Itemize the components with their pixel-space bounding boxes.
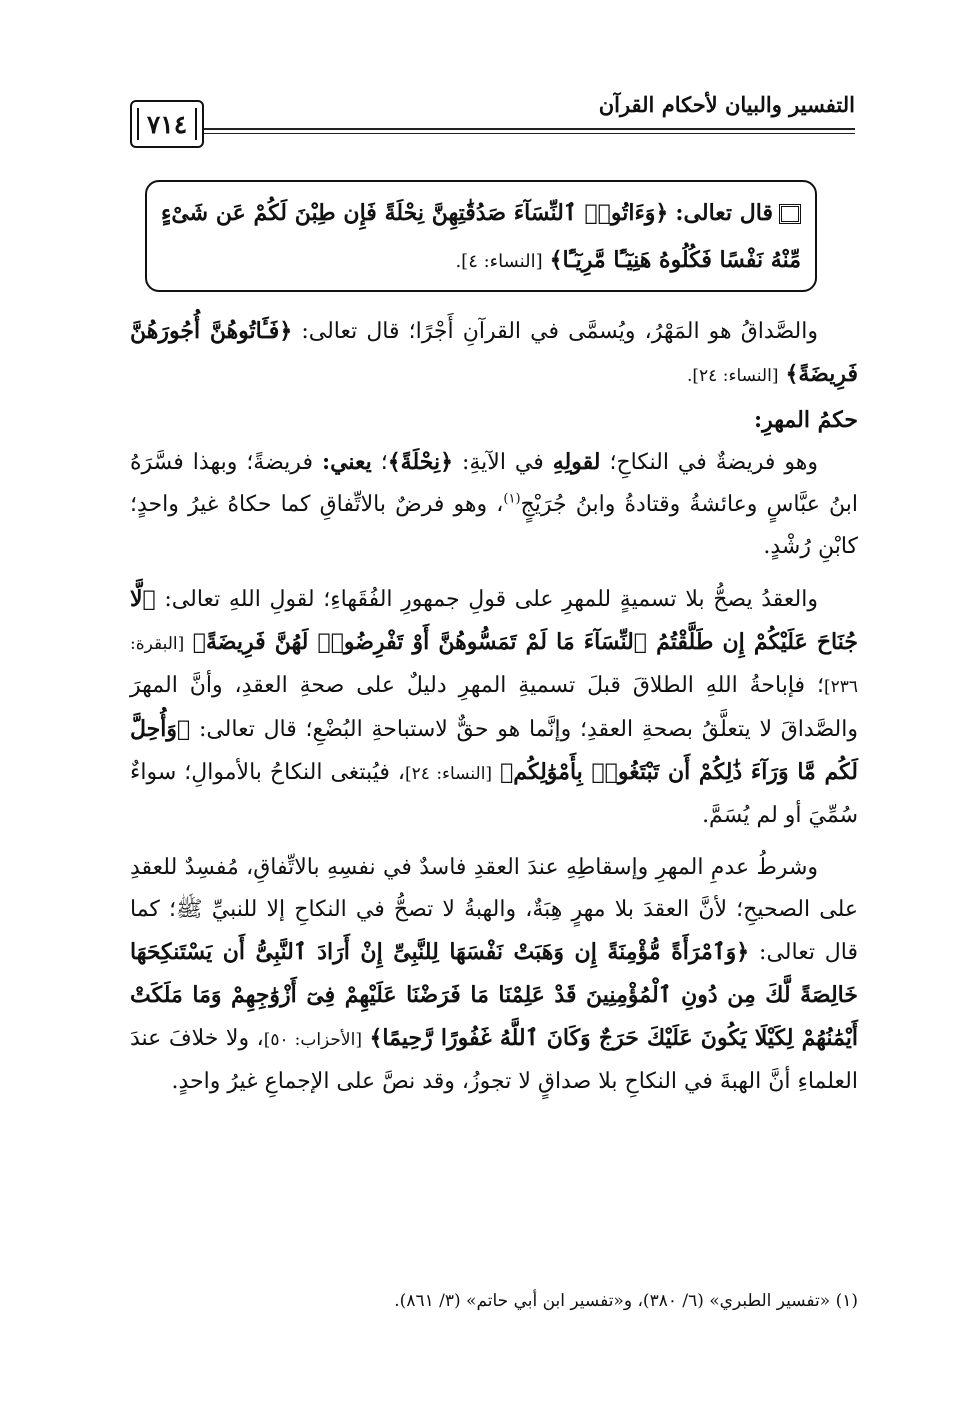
quran-quote: ﴿نِحْلَةً﴾: [387, 449, 453, 475]
quran-quote: ﴿وَأُحِلَّ لَكُم مَّا وَرَآءَ ذَٰلِكُمْ أَن تَبْتَغُوا۟ بِأَمْوَٰلِكُم﴾: [130, 716, 858, 785]
verse-lead: قال تعالى:: [675, 200, 773, 226]
verse-reference: [الأحزاب: ٥٠]: [263, 1030, 362, 1050]
verse-reference: [البقرة: ٢٣٦]: [130, 634, 858, 697]
section-heading: حكمُ المهرِ:: [754, 407, 858, 433]
main-text: [130, 310, 858, 1103]
verse-reference: [النساء: ٢٤].: [687, 366, 779, 386]
verse-text: ﴿وَءَاتُوا۟ ٱلنِّسَآءَ صَدُقَٰتِهِنَّ نِحْلَةً فَإِن طِبْنَ لَكُمْ عَن شَىْءٍ مِّنْهُ نَفْسًا فَكُلُوهُ هَنِيٓـًٔا مَّرِيٓـًٔا﴾: [161, 200, 801, 273]
quran-quote: ﴿لَّا جُنَاحَ عَلَيْكُمْ إِن طَلَّقْتُمُ ٱلنِّسَآءَ مَا لَمْ تَمَسُّوهُنَّ أَوْ تَفْرِضُوا۟ لَهُنَّ فَرِيضَةً﴾: [130, 586, 858, 655]
ornament-icon: [779, 204, 801, 224]
page-number: ٧١٤: [130, 100, 204, 148]
paragraph: [130, 847, 858, 1103]
quran-quote: ﴿وَٱمْرَأَةً مُّؤْمِنَةً إِن وَهَبَتْ نَفْسَهَا لِلنَّبِىِّ إِنْ أَرَادَ ٱلنَّبِىُّ أَن يَسْتَنكِحَهَا خَالِصَةً لَّكَ مِن دُونِ ٱلْمُؤْمِنِينَ قَدْ عَلِمْنَا مَا فَرَضْنَا عَلَيْهِمْ فِىٓ أَزْوَٰجِهِمْ وَمَا مَلَكَتْ أَيْمَٰنُهُمْ لِكَيْلَا يَكُونَ عَلَيْكَ حَرَجٌ وَكَانَ ٱللَّهُ غَفُورًا رَّحِيمًا﴾: [130, 939, 858, 1051]
text-run: والصَّداقُ هو المَهْرُ، ويُسمَّى في القرآنِ أَجْرًا؛ قال تعالى:: [301, 319, 818, 344]
footnote-number: (١): [835, 1291, 858, 1311]
verse-reference: [النساء: ٢٤]: [404, 764, 493, 784]
paragraph: [130, 310, 858, 397]
text-run: والعقدُ يصحُّ بلا تسميةٍ للمهرِ على قولِ جمهورِ الفُقَهاءِ؛ لقولِ اللهِ تعالى:: [164, 587, 818, 612]
text-run: في الآيةِ:: [461, 450, 544, 475]
header-rule: [130, 128, 855, 130]
page-header: [130, 90, 855, 152]
header-rule-thin: [130, 133, 855, 134]
text-run: ، ولا خلافَ عندَ العلماءِ أنَّ الهبةَ في النكاحِ بلا صداقٍ لا تجوزُ، وقد نصَّ على الإجماعِ غيرُ واحدٍ.: [130, 1026, 858, 1094]
footnote-marker[interactable]: (١): [503, 491, 521, 507]
running-title: التفسير والبيان لأحكام القرآن: [598, 92, 855, 117]
paragraph: [130, 578, 858, 837]
verse-box: [145, 180, 817, 292]
quran-quote: ﴿فَـَٔاتُوهُنَّ أُجُورَهُنَّ فَرِيضَةً﴾: [130, 318, 858, 387]
text-run: ؛: [380, 450, 388, 475]
footnote: [130, 1287, 858, 1315]
paragraph: [130, 441, 858, 568]
text-run: ، فيُبتغى النكاحُ بالأموالِ؛ سواءٌ سُمِّيَ أو لم يُسَمَّ.: [130, 760, 858, 828]
verse-reference: [النساء: ٤].: [455, 251, 543, 272]
text-run: فريضةً؛ وبهذا فسَّرَهُ ابنُ عبَّاسٍ وعائشةُ وقتادةُ وابنُ جُرَيْجٍ: [130, 450, 859, 517]
text-run: وشرطُ عدمِ المهرِ وإسقاطِهِ عندَ العقدِ فاسدٌ في نفسِهِ بالاتِّفاقِ، مُفسِدٌ للعقدِ على الصحيحِ؛ لأنَّ العقدَ بلا مهرٍ هِبَةٌ، والهبةُ لا تصحُّ في النكاحِ إلا للنبيِّ ﷺ؛ كما قال تعالى:: [130, 855, 858, 965]
emphasis: يعني:: [321, 449, 372, 475]
text-run: ؛ فإباحةُ اللهِ الطلاقَ قبلَ تسميةِ المهرِ دليلٌ على صحةِ العقدِ، وأنَّ المهرَ والصَّداقَ لا يتعلَّقُ بصحةِ العقدِ؛ وإنَّما هو حقٌّ لاستباحةِ البُضْعِ؛ قال تعالى:: [130, 673, 858, 742]
emphasis: لقولِهِ: [552, 449, 601, 475]
text-run: وهو فريضةٌ في النكاحِ؛: [609, 450, 818, 475]
footnote-text: «تفسير الطبري» (٦/ ٣٨٠)، و«تفسير ابن أبي حاتم» (٣/ ٨٦١).: [394, 1291, 831, 1311]
text-run: ، وهو فرضٌ بالاتِّفاقِ كما حكاهُ غيرُ واحدٍ؛ كابْنِ رُشْدٍ.: [130, 492, 858, 559]
